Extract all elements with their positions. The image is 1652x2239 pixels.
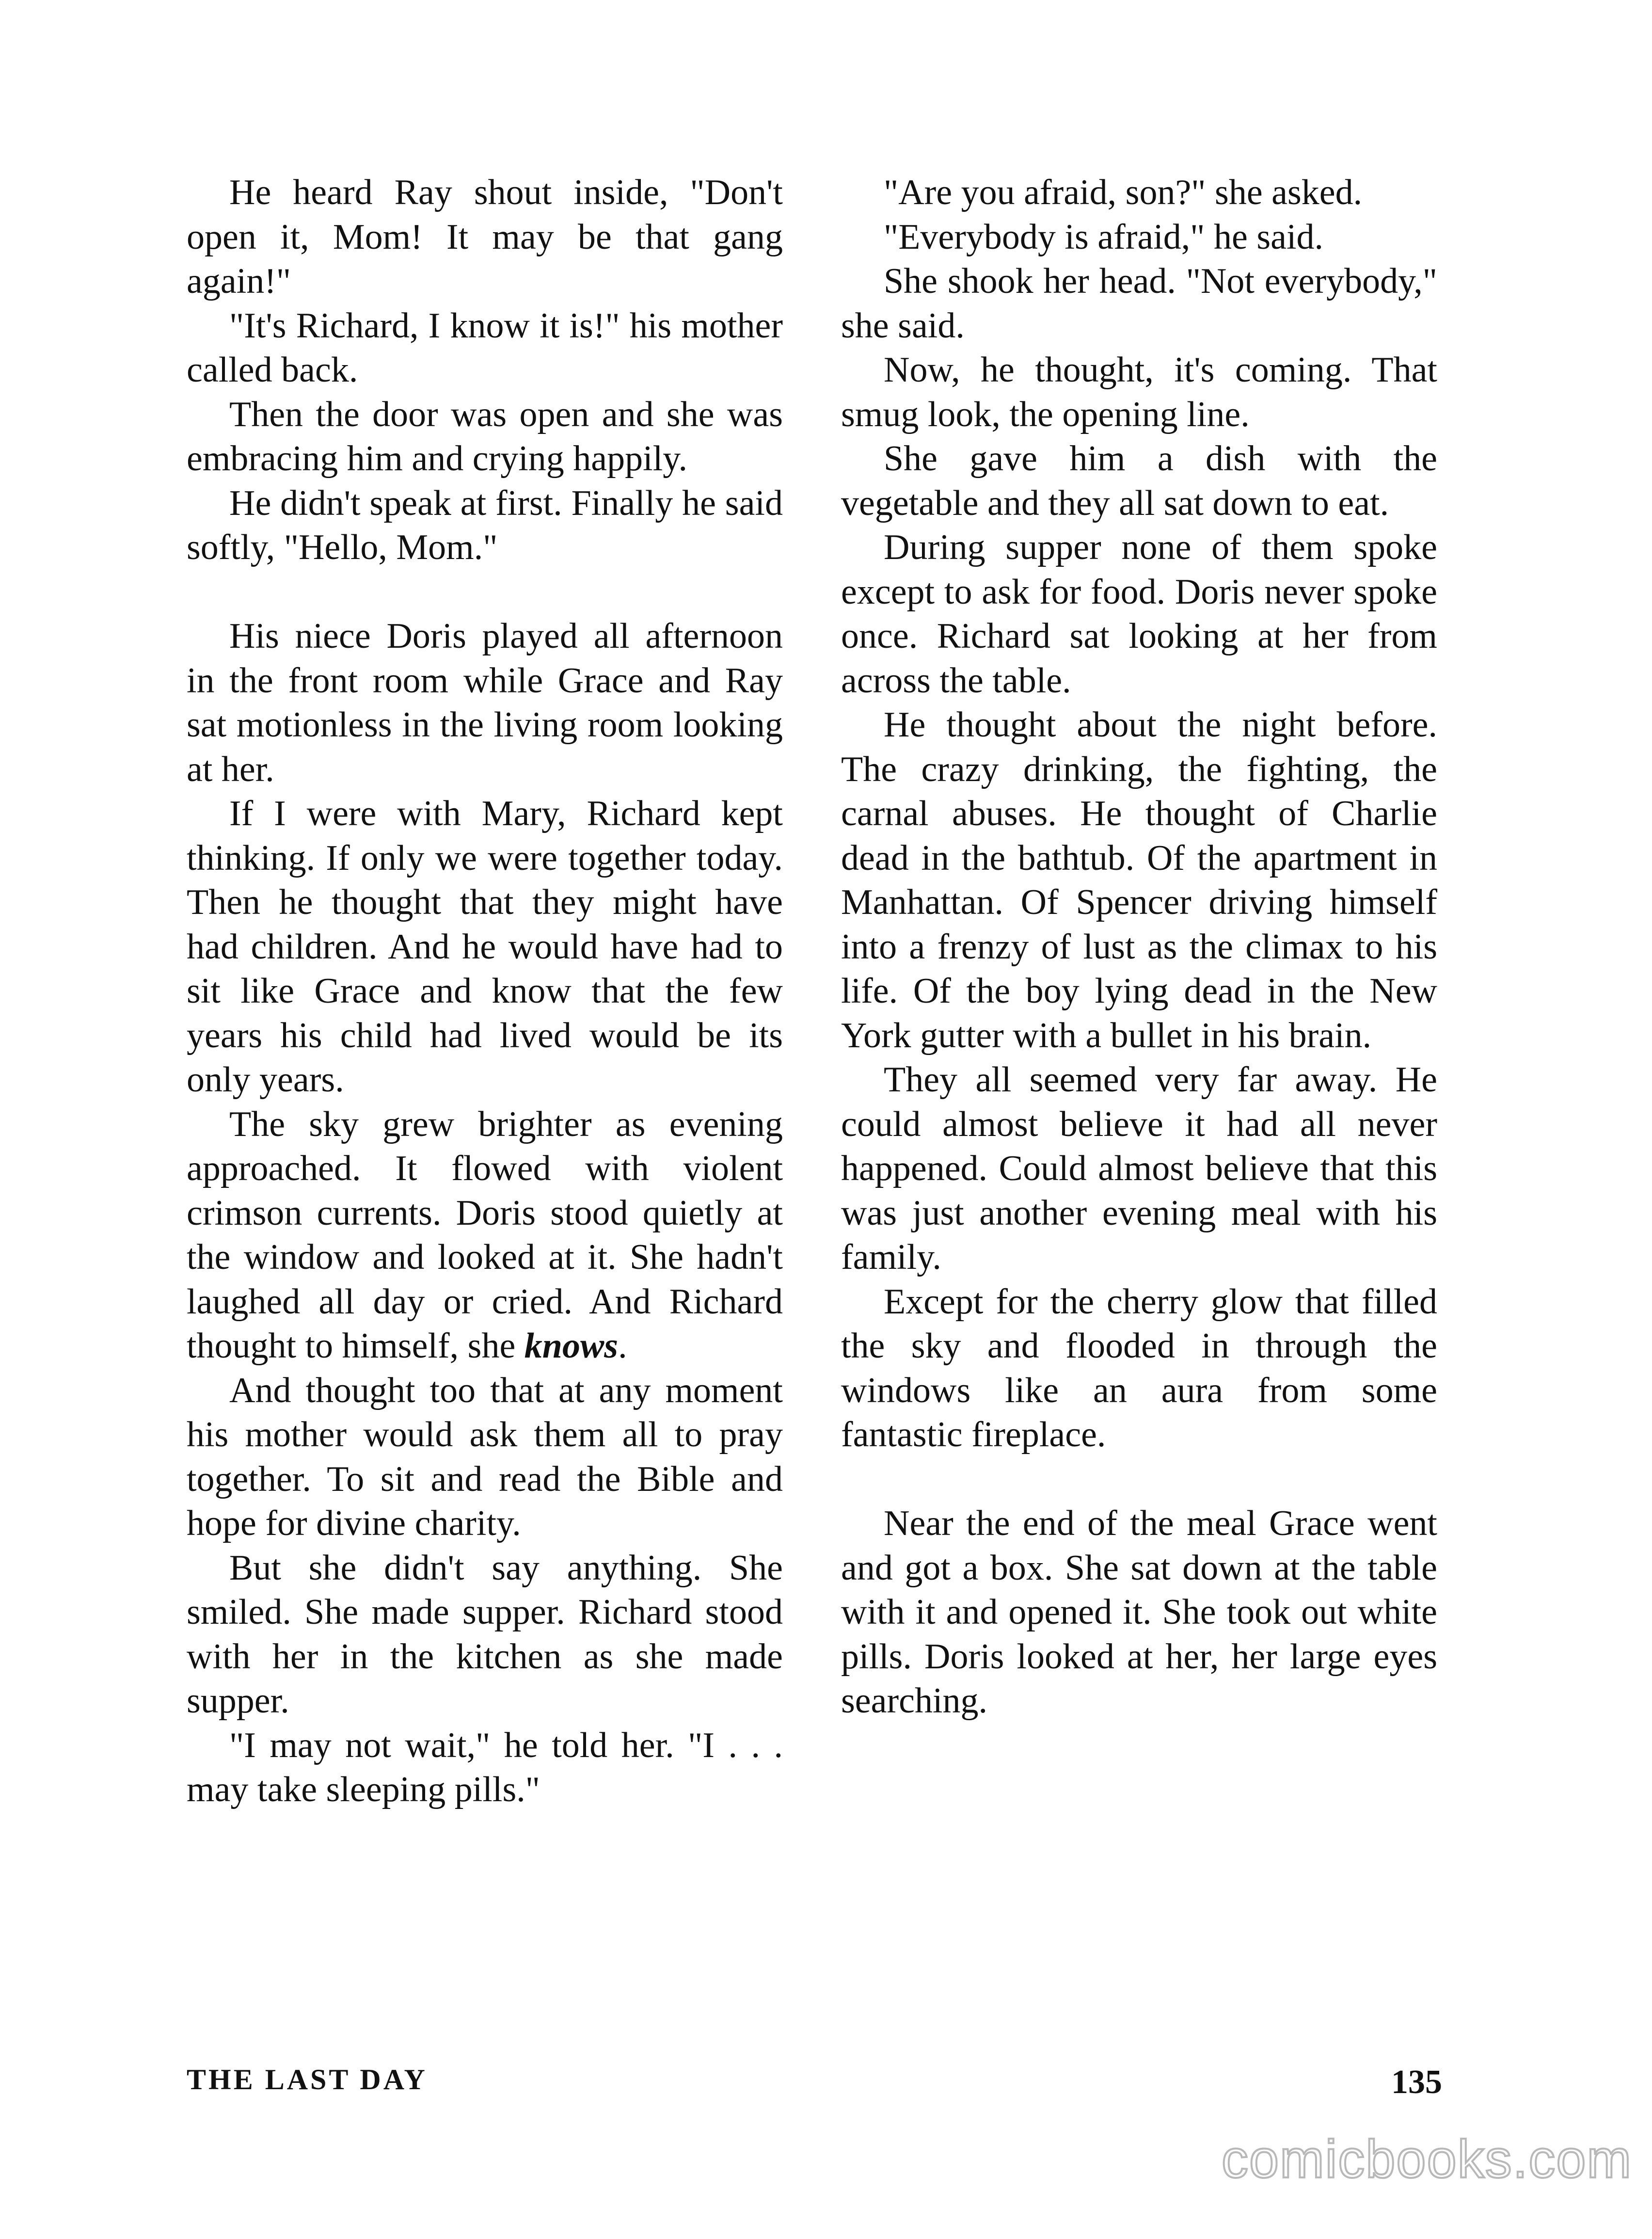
paragraph: Now, he thought, it's coming. That smug look, the opening line. — [841, 350, 1437, 434]
watermark: comicbooks.com — [1222, 2129, 1633, 2189]
paragraph: And thought too that at any moment his mother would ask them all to pray together. To sit and read the Bible and hope for divine charity. — [187, 1370, 783, 1543]
paragraph: She shook her head. "Not everybody," she said. — [841, 261, 1437, 346]
paragraph: He didn't speak at first. Finally he said softly, "Hello, Mom." — [187, 483, 783, 567]
paragraph: "Everybody is afraid," he said. — [884, 217, 1324, 257]
paragraph-text: The sky grew brighter as evening approached. It flowed with violent crimson currents. Doris stood quietly at the window and looked at it. She hadn't laughed all day or cried. And Richard thought to himself, she — [187, 1104, 783, 1366]
right-text-column — [841, 171, 1437, 1724]
emphasized-word: knows — [524, 1326, 619, 1366]
paragraph: "Are you afraid, son?" she asked. — [884, 173, 1363, 212]
paragraph: During supper none of them spoke except to ask for food. Doris never spoke once. Richard sat looking at her from across the table. — [841, 528, 1437, 701]
paragraph: He thought about the night before. The crazy drinking, the fighting, the carnal abuses. He thought of Charlie dead in the bathtub. Of the apartment in Manhattan. Of Spencer driving himself into a frenzy of lust as the climax to his life. Of the boy lying dead in the New York gutter with a bullet in his brain. — [841, 705, 1437, 1056]
paragraph: Then the door was open and she was embracing him and crying happily. — [187, 394, 783, 479]
paragraph: But she didn't say anything. She smiled. She made supper. Richard stood with her in the kitchen as she made supper. — [187, 1548, 783, 1721]
paragraph: His niece Doris played all afternoon in the front room while Grace and Ray sat motionless in the living room looking at her. — [187, 616, 783, 789]
paragraph: They all seemed very far away. He could almost believe it had all never happened. Could almost believe that this was just another evening meal with his family. — [841, 1060, 1437, 1277]
left-text-column — [187, 171, 783, 1812]
paragraph: She gave him a dish with the vegetable and they all sat down to eat. — [841, 439, 1437, 523]
paragraph: "It's Richard, I know it is!" his mother called back. — [187, 305, 783, 390]
running-title: THE LAST DAY — [187, 2063, 428, 2095]
page-number: 135 — [1391, 2063, 1442, 2101]
paragraph-tail: . — [618, 1326, 627, 1366]
paragraph: Except for the cherry glow that filled the sky and flooded in through the windows like an aura from some fantastic fireplace. — [841, 1281, 1437, 1455]
paragraph: "I may not wait," he told her. "I . . . may take sleeping pills." — [187, 1725, 783, 1809]
paragraph: He heard Ray shout inside, "Don't open it, Mom! It may be that gang again!" — [187, 173, 783, 301]
paragraph: If I were with Mary, Richard kept thinking. If only we were together today. Then he thought that they might have had children. And he would have had to sit like Grace and know that the few years his child had lived would be its only years. — [187, 794, 783, 1100]
paragraph: Near the end of the meal Grace went and got a box. She sat down at the table with it and opened it. She took out white pills. Doris looked at her, her large eyes searching. — [841, 1503, 1437, 1721]
paragraph — [187, 1103, 783, 1369]
